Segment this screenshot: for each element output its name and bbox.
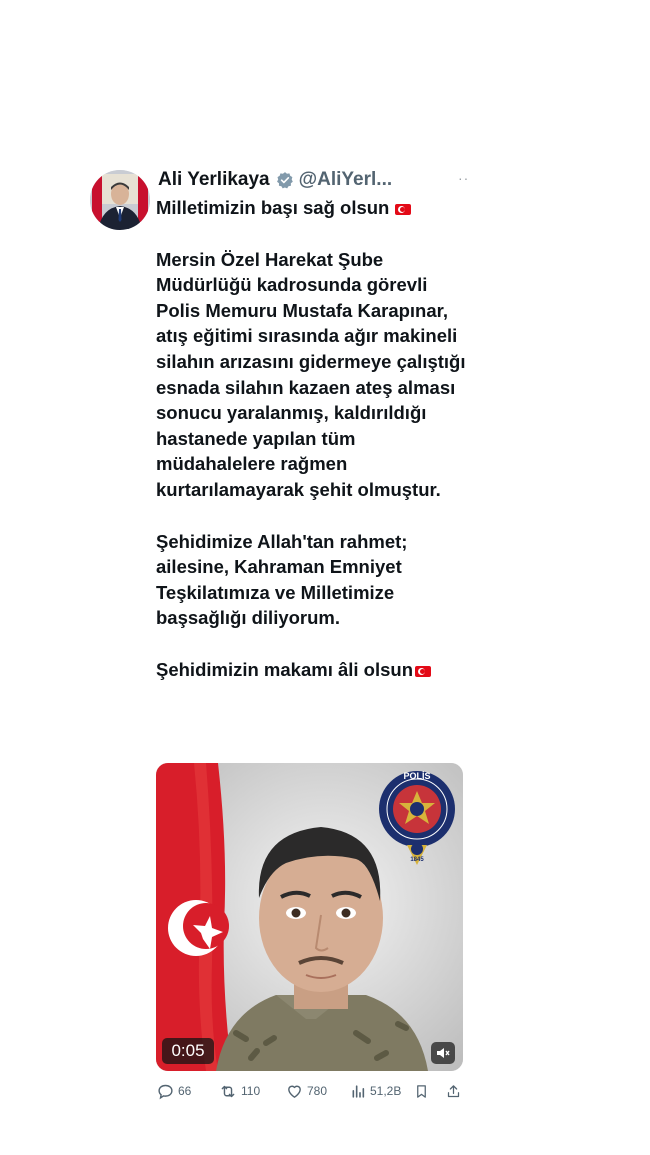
reply-count: 66 bbox=[178, 1084, 192, 1098]
video-duration: 0:05 bbox=[162, 1038, 214, 1064]
reply-button[interactable] bbox=[157, 1080, 191, 1102]
tweet-paragraph-3: Şehidimize Allah'tan rahmet; ailesine, Kahraman Emniyet Teşkilatımıza ve Milletimize başsağlığı diliyorum. bbox=[156, 530, 408, 629]
like-button[interactable] bbox=[286, 1080, 327, 1102]
verified-badge-icon bbox=[276, 171, 294, 189]
bookmark-button[interactable] bbox=[414, 1080, 433, 1102]
repost-count: 110 bbox=[241, 1084, 261, 1098]
repost-button[interactable] bbox=[219, 1080, 260, 1102]
turkish-flag-icon bbox=[395, 204, 411, 215]
tweet-paragraph-1: Milletimizin başı sağ olsun bbox=[156, 197, 390, 218]
author-name[interactable]: Ali Yerlikaya bbox=[158, 169, 270, 190]
mute-icon[interactable] bbox=[431, 1042, 455, 1064]
avatar-image bbox=[90, 170, 150, 230]
share-button[interactable] bbox=[446, 1080, 465, 1102]
like-count: 780 bbox=[307, 1084, 328, 1098]
badge-text: POLİS bbox=[403, 771, 431, 781]
more-options-icon[interactable]: ·· bbox=[458, 170, 470, 186]
tweet-text bbox=[156, 195, 468, 683]
repost-icon bbox=[219, 1083, 237, 1100]
avatar[interactable] bbox=[90, 170, 150, 230]
tweet-header bbox=[158, 166, 392, 194]
heart-icon bbox=[286, 1083, 303, 1100]
views-button[interactable] bbox=[350, 1080, 401, 1102]
tweet-paragraph-2: Mersin Özel Harekat Şube Müdürlüğü kadrosunda görevli Polis Memuru Mustafa Karapınar, atış eğitimi sırasında ağır makineli silahın arızasını gidermeye çalıştığı esnada silahın kazaen ateş alması sonucu yaralanmış, kaldırıldığı hastanede yapılan tüm müdahalelere rağmen kurtarılamayarak şehit olmuştur. bbox=[156, 248, 466, 500]
reply-icon bbox=[157, 1083, 174, 1100]
bookmark-icon bbox=[414, 1083, 429, 1100]
video-thumbnail bbox=[156, 763, 463, 1071]
video-player[interactable] bbox=[156, 763, 463, 1071]
share-icon bbox=[446, 1083, 461, 1100]
views-icon bbox=[350, 1083, 366, 1100]
views-count: 51,2B bbox=[370, 1084, 402, 1098]
tweet-paragraph-4: Şehidimizin makamı âli olsun bbox=[156, 658, 414, 680]
badge-year: 1845 bbox=[410, 857, 424, 863]
turkish-flag-icon bbox=[415, 666, 431, 677]
author-handle[interactable]: @AliYerl... bbox=[298, 169, 393, 190]
